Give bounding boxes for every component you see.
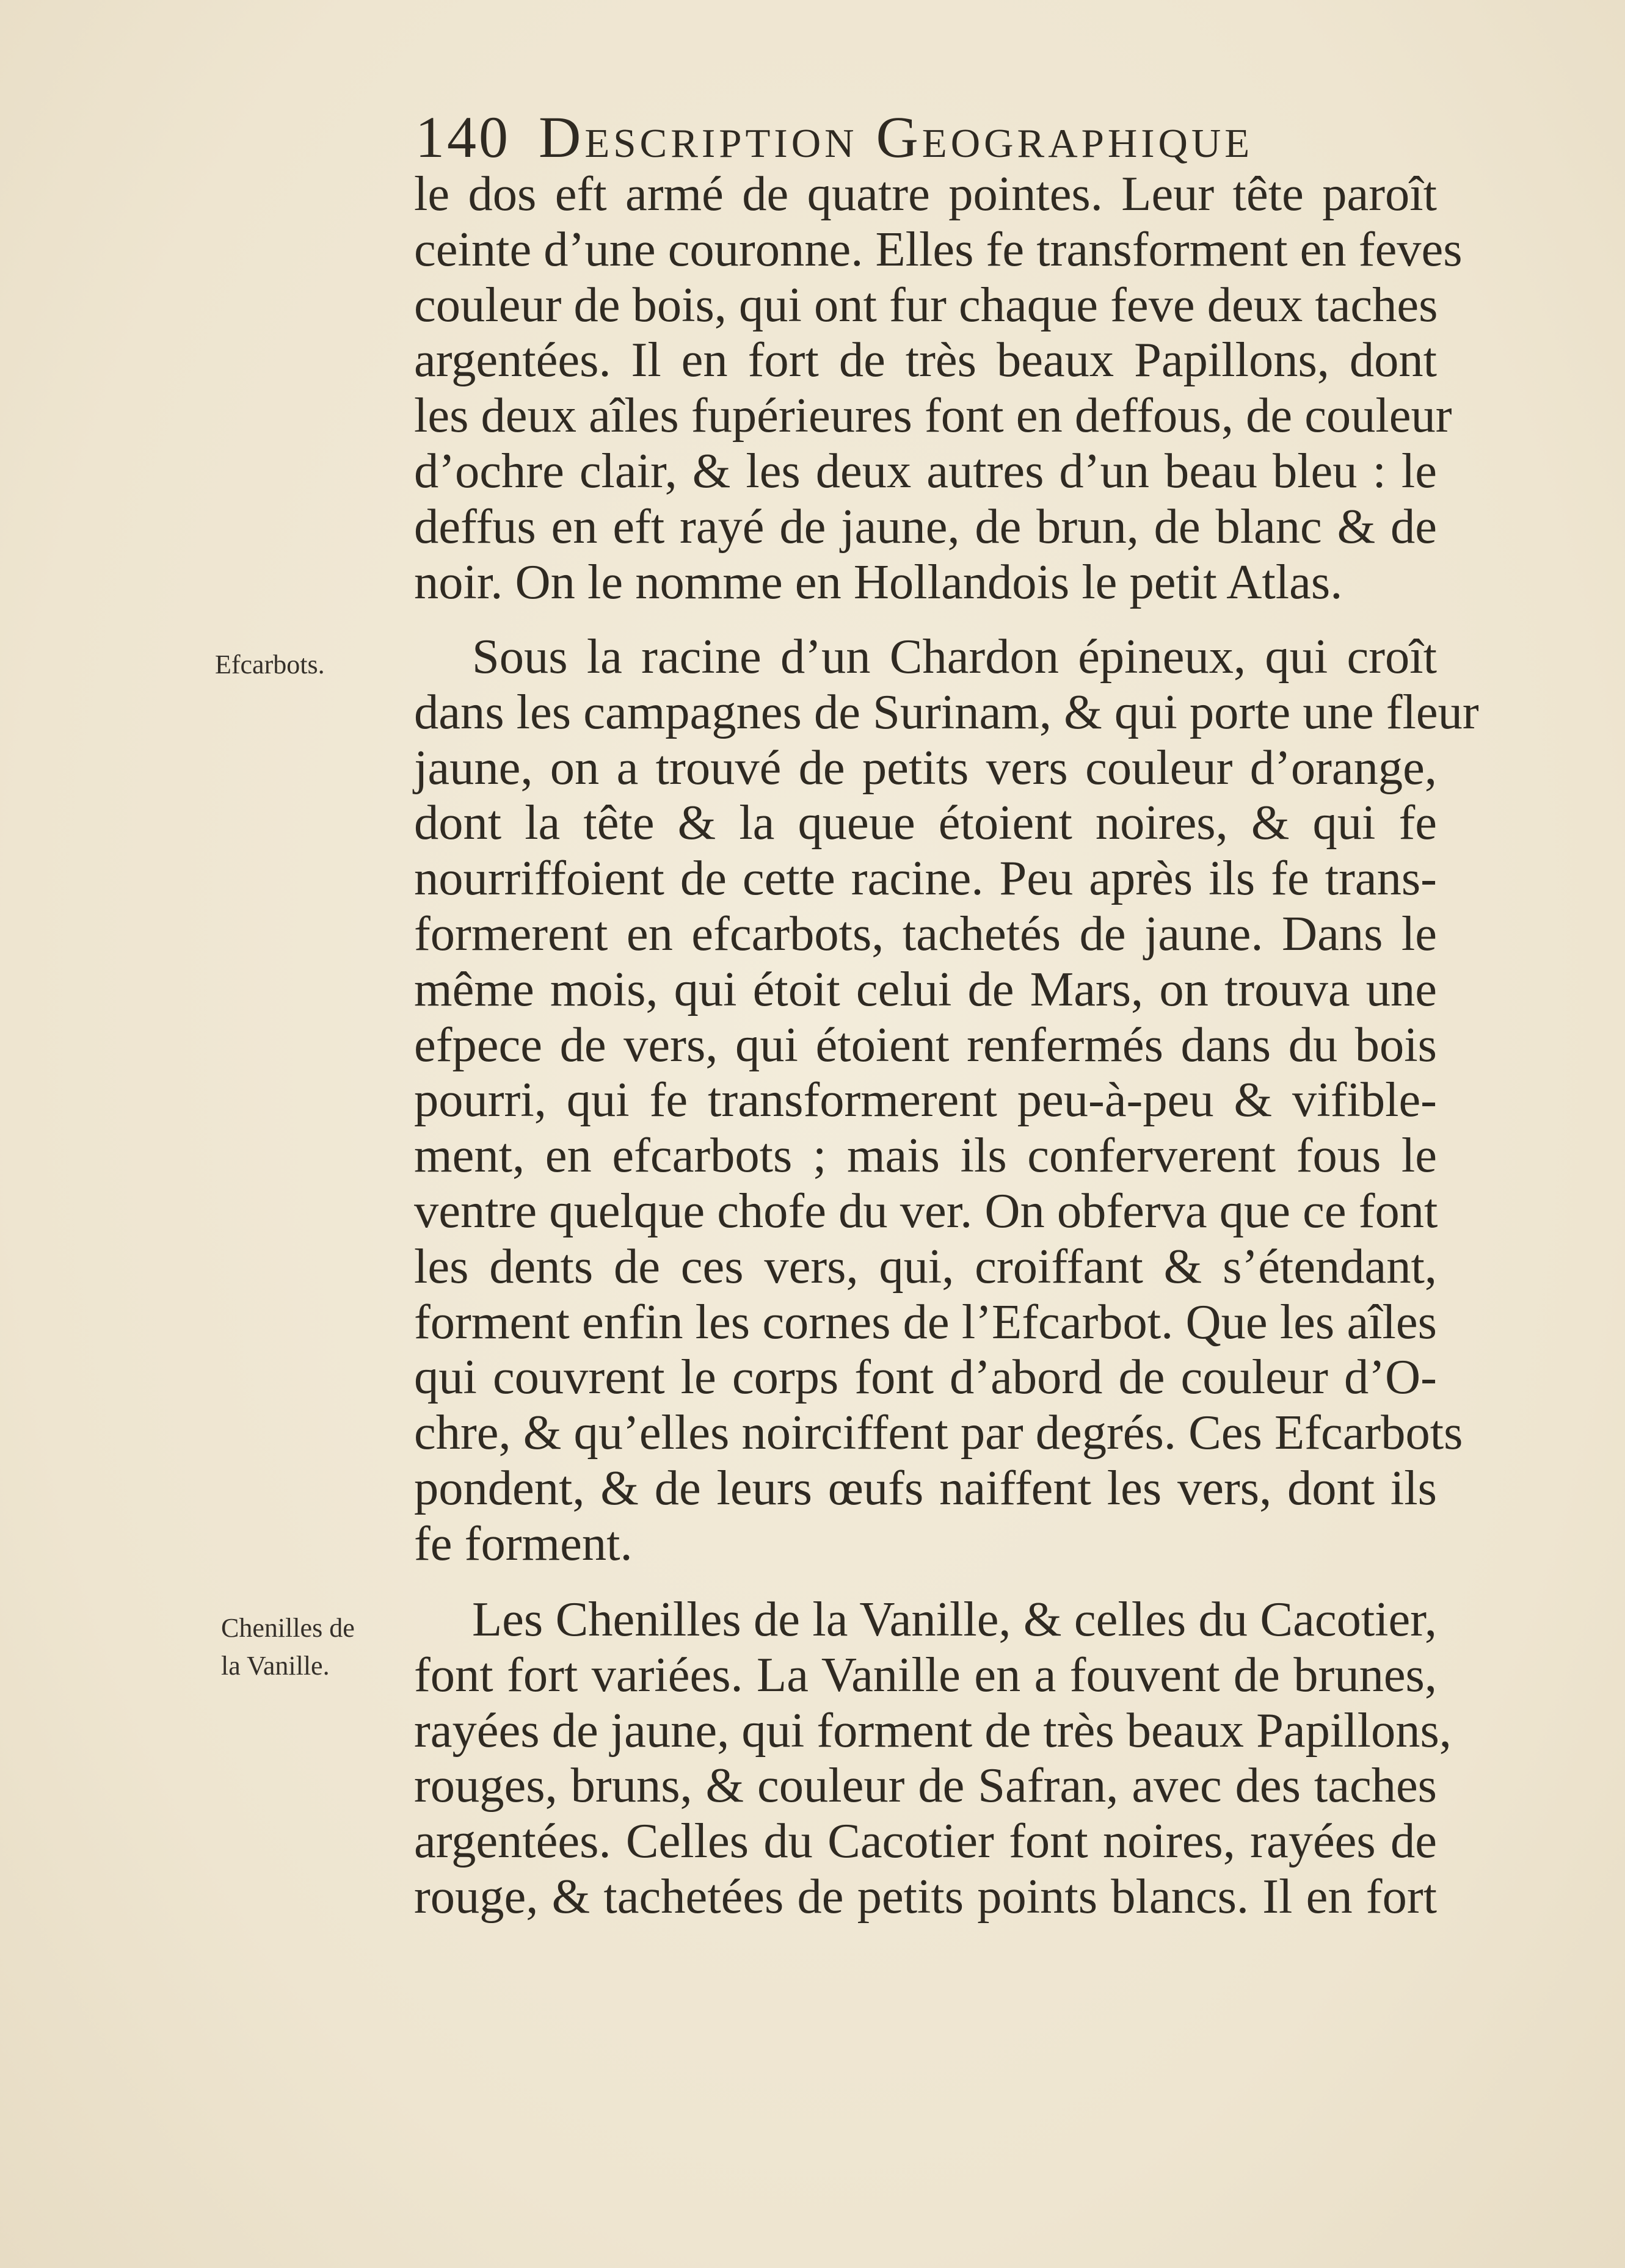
text-line: jaune, on a trouvé de petits vers couleur d’orange,	[414, 740, 1437, 795]
page-number: 140	[415, 104, 511, 170]
text-line: ventre quelque chofe du ver. On obferva que ce font	[414, 1183, 1438, 1238]
text-line: rouges, bruns, & couleur de Safran, avec des taches	[414, 1758, 1437, 1813]
text-line: couleur de bois, qui ont fur chaque feve deux taches	[414, 277, 1438, 332]
running-header	[415, 104, 1368, 171]
paragraph-3	[414, 1592, 1452, 1925]
text-line: argentées. Celles du Cacotier font noires, rayées de	[414, 1814, 1437, 1869]
text-line: argentées. Il en fort de très beaux Papillons, dont	[414, 333, 1437, 388]
margin-note-escarbots: Efcarbots.	[215, 650, 325, 679]
margin-note-line: Chenilles de	[221, 1613, 355, 1643]
text-line: ment, en efcarbots ; mais ils conferverent fous le	[414, 1128, 1437, 1183]
text-line: noir. On le nomme en Hollandois le petit Atlas.	[414, 554, 1343, 609]
running-title: Description Geographique	[539, 104, 1254, 170]
text-line: font fort variées. La Vanille en a fouvent de brunes,	[414, 1647, 1437, 1702]
text-line: rouge, & tachetées de petits points blancs. Il en fort	[414, 1869, 1437, 1924]
text-line: qui couvrent le corps font d’abord de couleur d’O-	[414, 1350, 1437, 1405]
text-line: les dents de ces vers, qui, croiffant & s’étendant,	[414, 1239, 1437, 1294]
margin-note-line: la Vanille.	[221, 1651, 330, 1681]
paragraph-1	[414, 167, 1463, 610]
paragraph-2	[414, 629, 1479, 1572]
text-line: ceinte d’une couronne. Elles fe transforment en feves	[414, 222, 1463, 277]
text-line: Les Chenilles de la Vanille, & celles du Cacotier,	[472, 1592, 1437, 1647]
text-line: pourri, qui fe transformerent peu-à-peu & vifible-	[414, 1073, 1437, 1128]
text-line: le dos eft armé de quatre pointes. Leur tête paroît	[414, 167, 1437, 221]
text-line: dans les campagnes de Surinam, & qui porte une fleur	[414, 684, 1479, 739]
text-line: deffus en eft rayé de jaune, de brun, de blanc & de	[414, 499, 1437, 554]
text-line: Sous la racine d’un Chardon épineux, qui croît	[472, 629, 1437, 684]
text-line: nourriffoient de cette racine. Peu après ils fe trans-	[414, 851, 1437, 906]
text-line: les deux aîles fupérieures font en deffous, de couleur	[414, 388, 1452, 443]
text-line: dont la tête & la queue étoient noires, & qui fe	[414, 795, 1437, 850]
text-line: chre, & qu’elles noirciffent par degrés. Ces Efcarbots	[414, 1405, 1463, 1460]
margin-note-chenilles	[221, 1609, 355, 1685]
text-line: forment enfin les cornes de l’Efcarbot. Que les aîles	[414, 1294, 1437, 1349]
text-line: formerent en efcarbots, tachetés de jaune. Dans le	[414, 906, 1437, 961]
text-line: rayées de jaune, qui forment de très beaux Papillons,	[414, 1703, 1452, 1758]
text-line: pondent, & de leurs œufs naiffent les vers, dont ils	[414, 1460, 1437, 1515]
text-line: d’ochre clair, & les deux autres d’un beau bleu : le	[414, 443, 1437, 498]
text-line: efpece de vers, qui étoient renfermés dans du bois	[414, 1017, 1437, 1072]
text-line: fe forment.	[414, 1516, 633, 1571]
text-line: même mois, qui étoit celui de Mars, on trouva une	[414, 962, 1437, 1016]
